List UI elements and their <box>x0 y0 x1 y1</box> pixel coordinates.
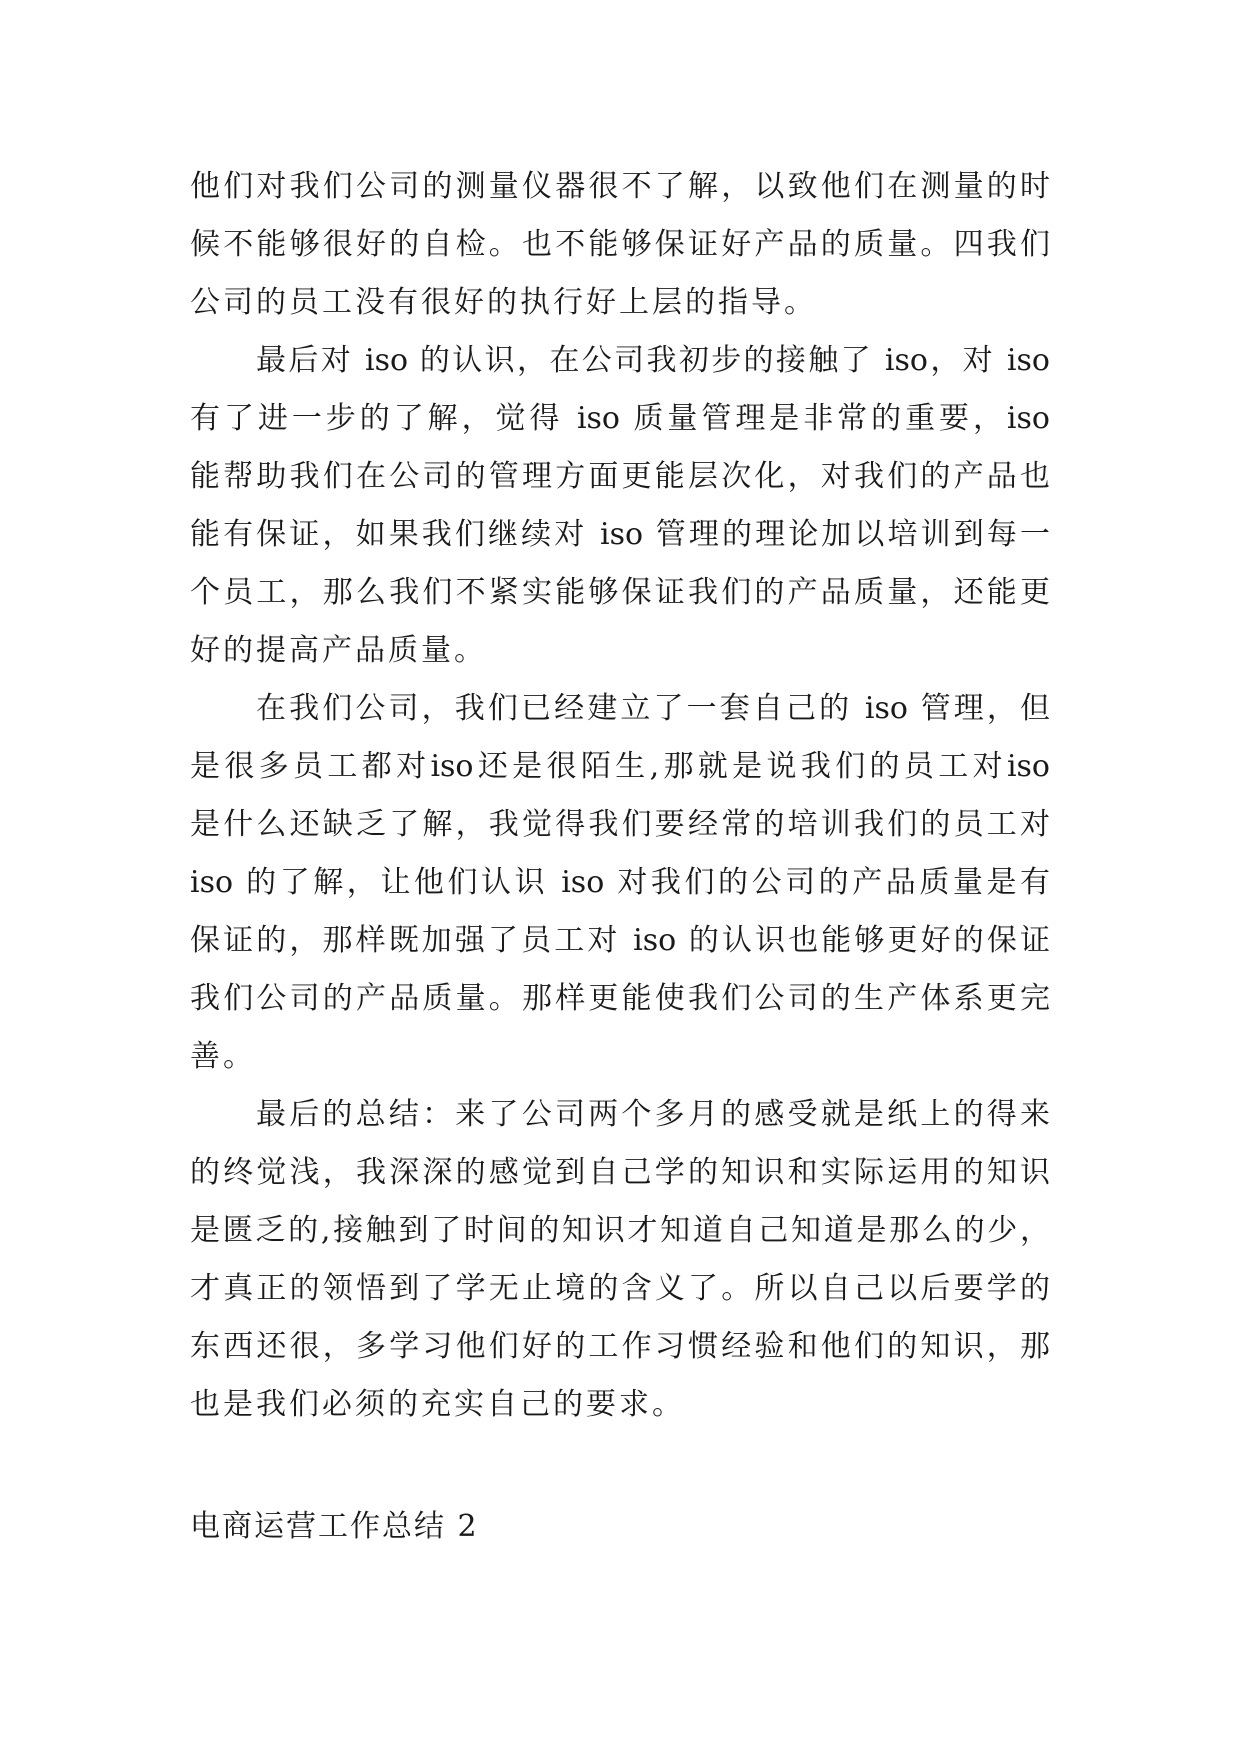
paragraph-3-line-4: iso 的了解，让他们认识 iso 对我们的公司的产品质量是有 <box>190 865 1050 900</box>
paragraph-2-line-3: 能帮助我们在公司的管理方面更能层次化，对我们的产品也 <box>190 459 1050 494</box>
paragraph-3-line-6: 我们公司的产品质量。那样更能使我们公司的生产体系更完 <box>190 981 1050 1016</box>
paragraph-1-line-2: 候不能够很好的自检。也不能够保证好产品的质量。四我们 <box>190 227 1050 262</box>
paragraph-2-line-6: 好的提高产品质量。 <box>190 633 487 668</box>
paragraph-4-line-6: 也是我们必须的充实自己的要求。 <box>190 1387 685 1422</box>
paragraph-2-line-1: 最后对 iso 的认识，在公司我初步的接触了 iso，对 iso <box>256 343 1050 378</box>
paragraph-2-line-2: 有了进一步的了解，觉得 iso 质量管理是非常的重要，iso <box>190 401 1050 436</box>
paragraph-4-line-3: 是匮乏的,接触到了时间的知识才知道自己知道是那么的少， <box>190 1213 1050 1248</box>
paragraph-2-line-4: 能有保证，如果我们继续对 iso 管理的理论加以培训到每一 <box>190 517 1050 552</box>
paragraph-3-line-3: 是什么还缺乏了解，我觉得我们要经常的培训我们的员工对 <box>190 807 1050 842</box>
paragraph-4-line-4: 才真正的领悟到了学无止境的含义了。所以自己以后要学的 <box>190 1271 1050 1306</box>
paragraph-1-line-3: 公司的员工没有很好的执行好上层的指导。 <box>190 285 817 320</box>
paragraph-1-line-1: 他们对我们公司的测量仪器很不了解，以致他们在测量的时 <box>190 169 1050 204</box>
section-heading: 电商运营工作总结 2 <box>190 1509 479 1544</box>
paragraph-3-line-1: 在我们公司，我们已经建立了一套自己的 iso 管理，但 <box>256 691 1050 726</box>
paragraph-3-line-2: 是很多员工都对iso还是很陌生,那就是说我们的员工对iso <box>190 749 1050 784</box>
paragraph-2-line-5: 个员工，那么我们不紧实能够保证我们的产品质量，还能更 <box>190 575 1050 610</box>
paragraph-4-line-2: 的终觉浅，我深深的感觉到自己学的知识和实际运用的知识 <box>190 1155 1050 1190</box>
paragraph-4-line-5: 东西还很，多学习他们好的工作习惯经验和他们的知识，那 <box>190 1329 1050 1364</box>
paragraph-3-line-5: 保证的，那样既加强了员工对 iso 的认识也能够更好的保证 <box>190 923 1050 958</box>
paragraph-4-line-1: 最后的总结：来了公司两个多月的感受就是纸上的得来 <box>256 1097 1050 1132</box>
paragraph-3-line-7: 善。 <box>190 1039 256 1074</box>
